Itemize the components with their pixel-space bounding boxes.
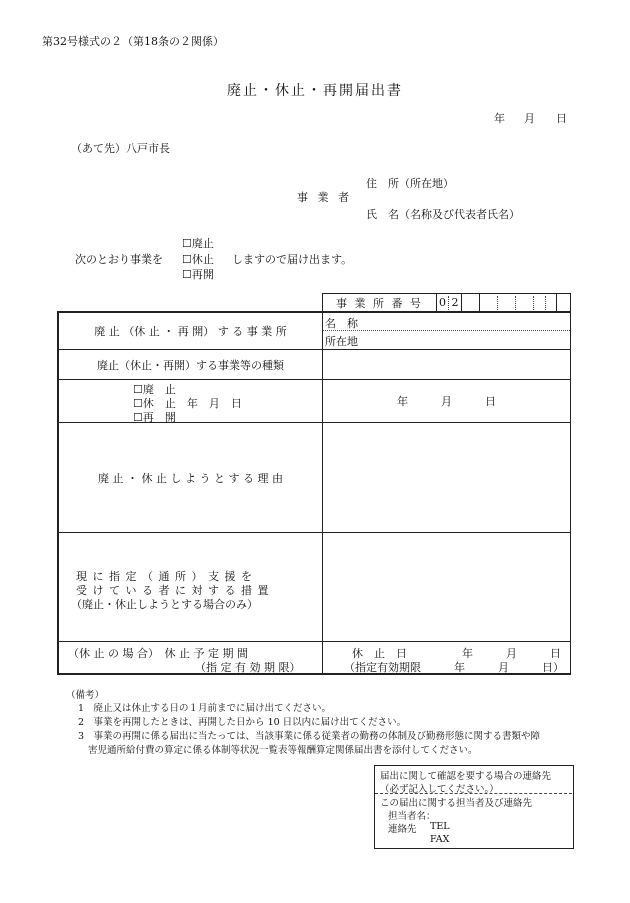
date-month: 月 <box>524 112 535 125</box>
date-day: 日 <box>556 112 567 125</box>
contact-line1: 届出に関して確認を要する場合の連絡先 <box>380 771 552 782</box>
facility-address-field[interactable] <box>370 331 568 348</box>
row-measures-line3: （廃止・休止しようとする場合のみ） <box>71 598 258 611</box>
row-service-type-label: 廃止（休止・再開）する事業等の種類 <box>97 358 284 372</box>
row-reason-label: 廃 止 ・ 休 止 し よ う と す る 理 由 <box>98 471 283 485</box>
intro-option-abolish[interactable]: ☐廃止 <box>182 237 214 250</box>
note-item: 2 事業を再開したときは、再開した日から 10 日以内に届け出てください。 <box>78 717 407 728</box>
reason-field[interactable] <box>323 423 570 532</box>
operator-label: 事 業 者 <box>297 191 352 204</box>
facility-name-field[interactable] <box>370 313 568 330</box>
operator-name-label: 氏 名（名称及び代表者氏名） <box>366 208 520 221</box>
intro-option-suspend[interactable]: ☐休止 <box>182 253 214 266</box>
contact-person-field[interactable] <box>440 806 565 820</box>
date-year: 年 <box>494 112 505 125</box>
note-item: 3 事業の再開に係る届出に当たっては、当該事業に係る従業者の勤務の体制及び勤務形態に関する書類や障 <box>78 731 541 742</box>
notes-heading: （備考） <box>66 690 105 701</box>
form-code: 第32号様式の２（第18条の２関係） <box>42 35 224 48</box>
addressee: （あて先）八戸市長 <box>71 142 170 155</box>
page-title: 廃止・休止・再開届出書 <box>227 83 403 99</box>
row3-option-abolish[interactable]: ☐廃 止 <box>133 383 176 396</box>
service-type-field[interactable] <box>323 350 570 379</box>
intro-option-resume[interactable]: ☐再開 <box>182 268 214 281</box>
contact-line2: （必ず記入してください。） <box>380 784 499 795</box>
fax-label: FAX <box>430 834 450 845</box>
office-number-digit: 2 <box>451 296 459 309</box>
contact-label: 連絡先 <box>388 824 417 835</box>
office-number-label: 事 業 所 番 号 <box>336 296 423 310</box>
fax-field[interactable] <box>452 832 565 845</box>
row3-option-resume[interactable]: ☐再 開 <box>133 411 176 424</box>
row3-option-suspend[interactable]: ☐休 止 年 月 日 <box>133 397 242 410</box>
row-suspension-period-line1: （休 止 の 場 合） 休 止 予 定 期 間 <box>68 647 248 660</box>
facility-name-label: 名 称 <box>325 317 358 330</box>
facility-address-label: 所在地 <box>325 335 358 348</box>
note-item: 害児通所給付費の算定に係る体制等状況一覧表等報酬算定関係届出書を添付してください。 <box>88 745 478 756</box>
operator-address-label: 住 所（所在地） <box>366 177 454 190</box>
row-suspension-period-line2: （指 定 有 効 期 限） <box>195 661 301 674</box>
designation-expiry-field[interactable]: （指定有効期限 年 月 日） <box>344 661 564 674</box>
row3-date-field[interactable]: 年 月 日 <box>397 395 496 408</box>
row-facility-label: 廃 止 （休 止 ・ 再 開） す る 事 業 所 <box>94 325 287 338</box>
row-measures-line1: 現 に 指 定 （ 通 所 ） 支 援 を <box>76 570 253 583</box>
contact-line3: この届出に関する担当者及び連絡先 <box>380 798 533 809</box>
office-number-input[interactable] <box>462 294 479 311</box>
note-item: 1 廃止又は休止する日の１月前までに届け出てください。 <box>78 703 332 714</box>
intro-prefix: 次のとおり事業を <box>75 253 163 266</box>
intro-suffix: しますので届け出ます。 <box>232 253 353 266</box>
tel-field[interactable] <box>452 819 565 833</box>
office-number-digit: 0 <box>439 296 446 309</box>
row-measures-line2: 受 け て い る 者 に 対 す る 措 置 <box>76 584 270 597</box>
contact-person-label: 担当者名： <box>388 811 436 822</box>
measures-field[interactable] <box>323 533 570 641</box>
suspension-date-field[interactable]: 休 止 日 年 月 日 <box>352 647 561 660</box>
tel-label: TEL <box>430 821 450 832</box>
